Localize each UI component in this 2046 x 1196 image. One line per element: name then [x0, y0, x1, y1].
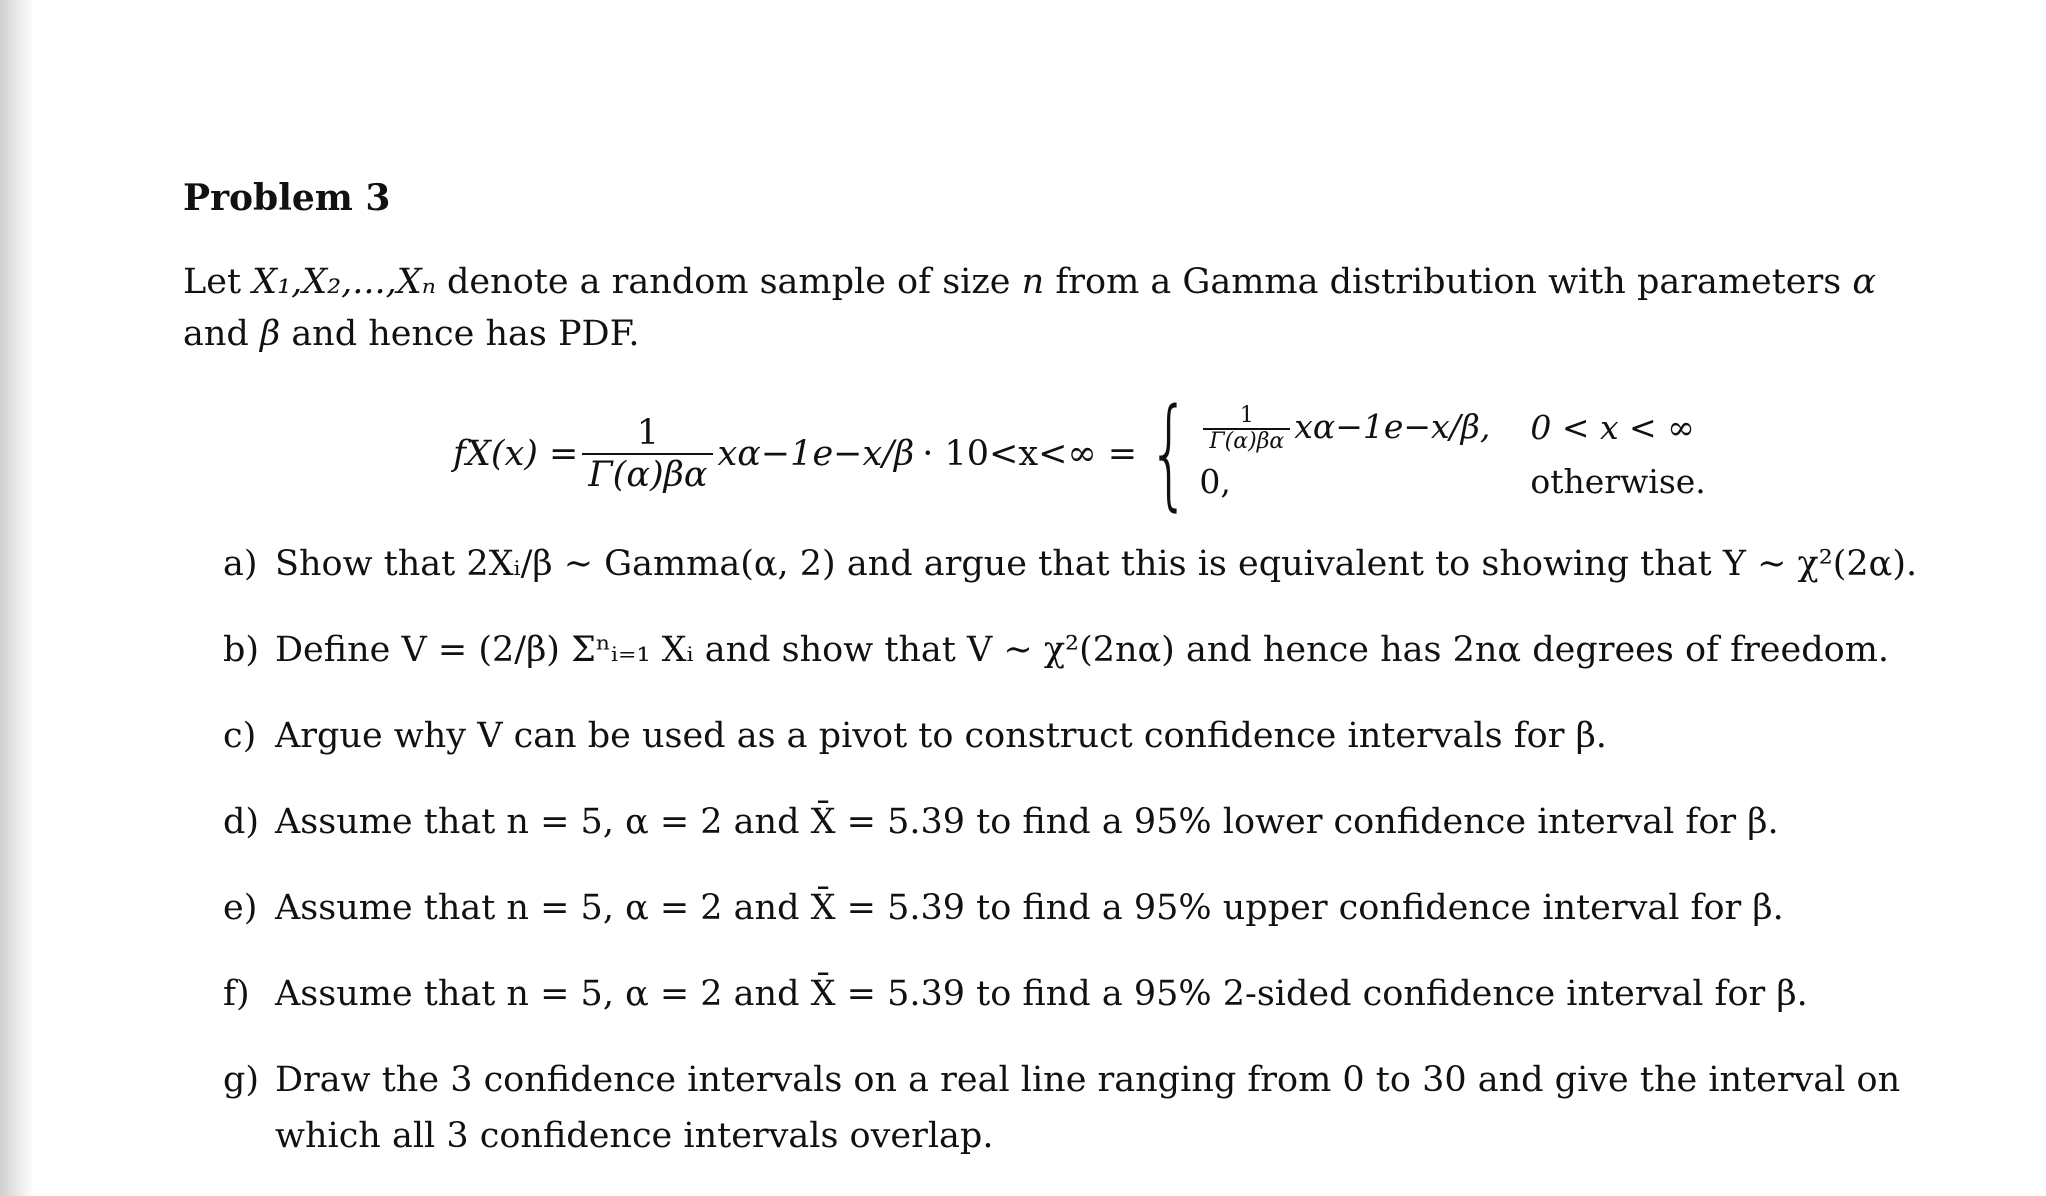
case-2-condition: otherwise.	[1530, 461, 1706, 501]
pdf-indicator: · 10<x<∞ =	[922, 434, 1138, 474]
list-item	[223, 708, 1943, 764]
item-text: Draw the 3 confidence intervals on a real line ranging from 0 to 30 and give the interval on which all 3 confidence intervals overlap.	[275, 1060, 1901, 1156]
case-1-fraction	[1203, 404, 1290, 454]
case-1-expression	[1199, 403, 1490, 454]
list-item	[223, 1052, 1943, 1164]
intro-text-2: denote a random sample of size	[435, 262, 1022, 302]
case-1-condition: 0 < x < ∞	[1530, 408, 1695, 447]
problem-intro	[183, 256, 1943, 360]
item-label: e)	[223, 888, 258, 928]
intro-text-5: and hence has PDF.	[280, 314, 640, 354]
item-text: Show that 2Xᵢ/β ∼ Gamma(α, 2) and argue that this is equivalent to showing that Y ∼ χ²(2α).	[275, 544, 1918, 584]
item-label: a)	[223, 544, 258, 584]
item-text: Assume that n = 5, α = 2 and X̄ = 5.39 to find a 95% 2-sided confidence interval for β.	[275, 974, 1808, 1014]
page-edge-shadow	[0, 0, 34, 1196]
intro-text-3: from a Gamma distribution with parameters	[1044, 262, 1853, 302]
list-item	[223, 966, 1943, 1022]
list-item	[223, 794, 1943, 850]
intro-text-1: Let	[183, 262, 253, 302]
pdf-fraction-numerator: 1	[636, 413, 660, 453]
list-item	[223, 536, 1943, 592]
pdf-fraction-denominator: Γ(α)βα	[582, 453, 713, 495]
intro-text-4: and	[183, 314, 260, 354]
case-1-fraction-numerator: 1	[1239, 402, 1254, 428]
question-list	[183, 536, 1943, 1164]
intro-alpha: α	[1852, 262, 1876, 302]
pdf-lhs: fX(x) =	[453, 434, 579, 474]
pdf-fraction	[582, 413, 713, 495]
intro-beta: β	[259, 314, 281, 354]
problem-title: Problem 3	[183, 177, 391, 219]
item-text: Assume that n = 5, α = 2 and X̄ = 5.39 to find a 95% lower confidence interval for β.	[275, 802, 1779, 842]
pdf-equation	[183, 384, 1943, 524]
problem-document	[183, 172, 1943, 1194]
item-label: b)	[223, 630, 260, 670]
intro-n: n	[1021, 262, 1045, 302]
item-label: f)	[223, 974, 250, 1014]
intro-sample-vars: X₁,X₂,...,Xₙ	[252, 262, 436, 302]
item-label: g)	[223, 1060, 260, 1100]
item-text: Argue why V can be used as a pivot to construct confidence intervals for β.	[275, 716, 1607, 756]
item-text: Define V = (2/β) Σⁿᵢ₌₁ Xᵢ and show that V ∼ χ²(2nα) and hence has 2nα degrees of freedom.	[275, 630, 1890, 670]
item-label: c)	[223, 716, 257, 756]
case-2-expression: 0,	[1199, 461, 1231, 501]
case-1-fraction-denominator: Γ(α)βα	[1203, 428, 1290, 454]
list-item	[223, 622, 1943, 678]
pdf-kernel: xα−1e−x/β	[717, 434, 915, 474]
list-item	[223, 880, 1943, 936]
item-text: Assume that n = 5, α = 2 and X̄ = 5.39 to find a 95% upper confidence interval for β.	[275, 888, 1784, 928]
left-brace-icon: {	[1148, 384, 1191, 523]
case-1-kernel: xα−1e−x/β,	[1294, 406, 1491, 446]
item-label: d)	[223, 802, 260, 842]
pdf-cases	[1199, 403, 1705, 506]
